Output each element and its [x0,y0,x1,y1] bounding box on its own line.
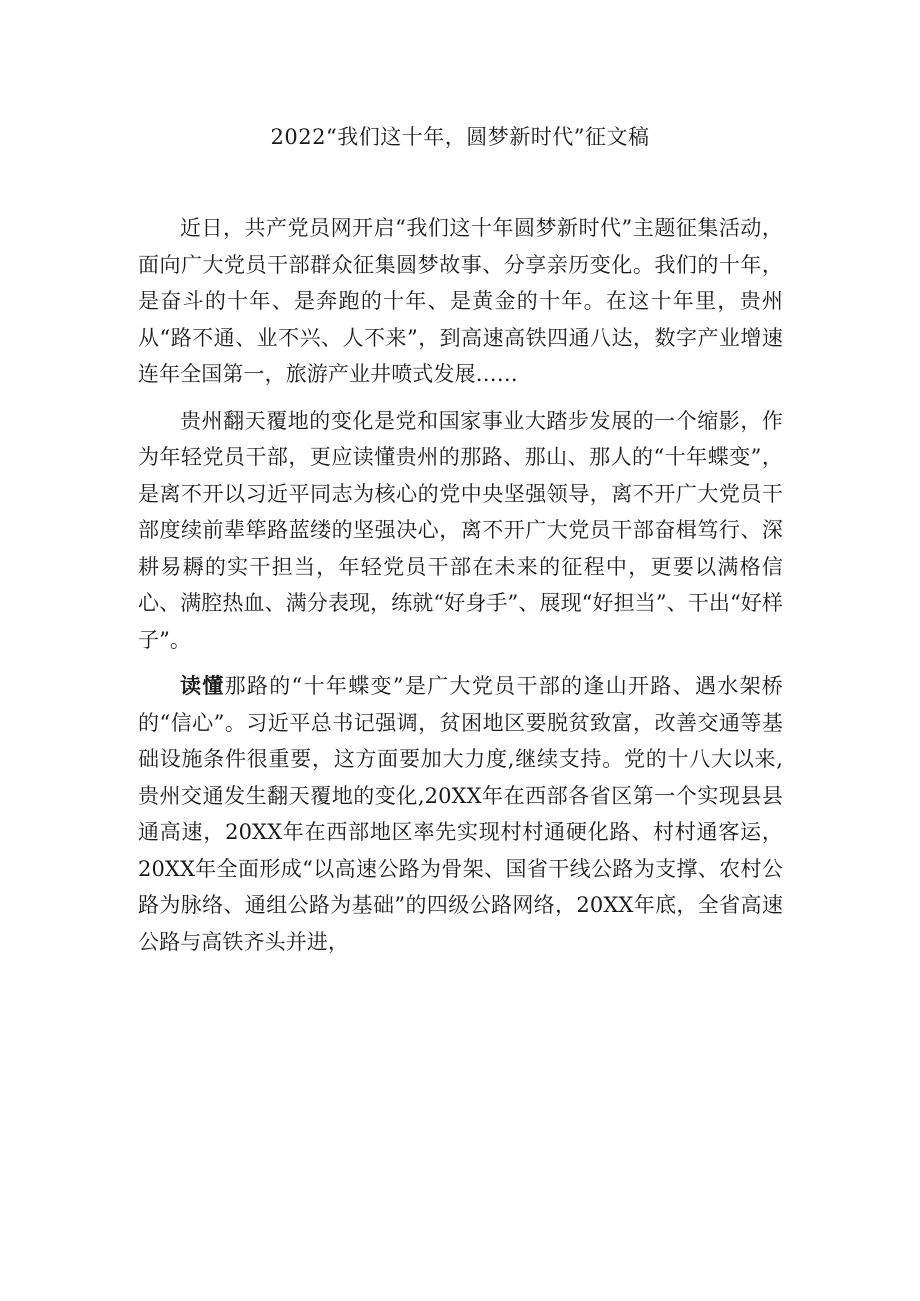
paragraph-1-text: 近日，共产党员网开启“我们这十年圆梦新时代”主题征集活动，面向广大党员干部群众征集圆梦故事、分享亲历变化。我们的十年，是奋斗的十年、是奔跑的十年、是黄金的十年。在这十年里，贵州从“路不通、业不兴、人不来”，到高速高铁四通八达，数字产业增速连年全国第一，旅游产业井喷式发展…… [138,216,783,386]
paragraph-3-lead: 读懂 [180,673,225,698]
document-title: 2022“我们这十年，圆梦新时代”征文稿 [270,125,650,149]
paragraph-3-text: 那路的“十年蝶变”是广大党员干部的逢山开路、遇水架桥的“信心”。习近平总书记强调，贫困地区要脱贫致富，改善交通等基础设施条件很重要，这方面要加大力度,继续支持。党的十八大以来,贵州交通发生翻天覆地的变化,20XX年在西部各省区第一个实现县县通高速，20XX年在西部地区率先实现村村通硬化路、村村通客运，20XX年全面形成“以高速公路为骨架、国省干线公路为支撑、农村公路为脉络、通组公路为基础”的四级公路网络，20XX年底，全省高速公路与高铁齐头并进， [138,674,783,954]
paragraph-3 [138,668,783,960]
paragraph-1 [138,210,783,393]
paragraph-2-text: 贵州翻天覆地的变化是党和国家事业大踏步发展的一个缩影，作为年轻党员干部，更应读懂贵州的那路、那山、那人的“十年蝶变”，是离不开以习近平同志为核心的党中央坚强领导，离不开广大党员干部度续前辈筚路蓝缕的坚强决心，离不开广大党员干部奋楫笃行、深耕易耨的实干担当，年轻党员干部在未来的征程中，更要以满格信心、满腔热血、满分表现，练就“好身手”、展现“好担当”、干出“好样子”。 [138,408,783,652]
document-body [138,210,783,960]
paragraph-2 [138,403,783,659]
